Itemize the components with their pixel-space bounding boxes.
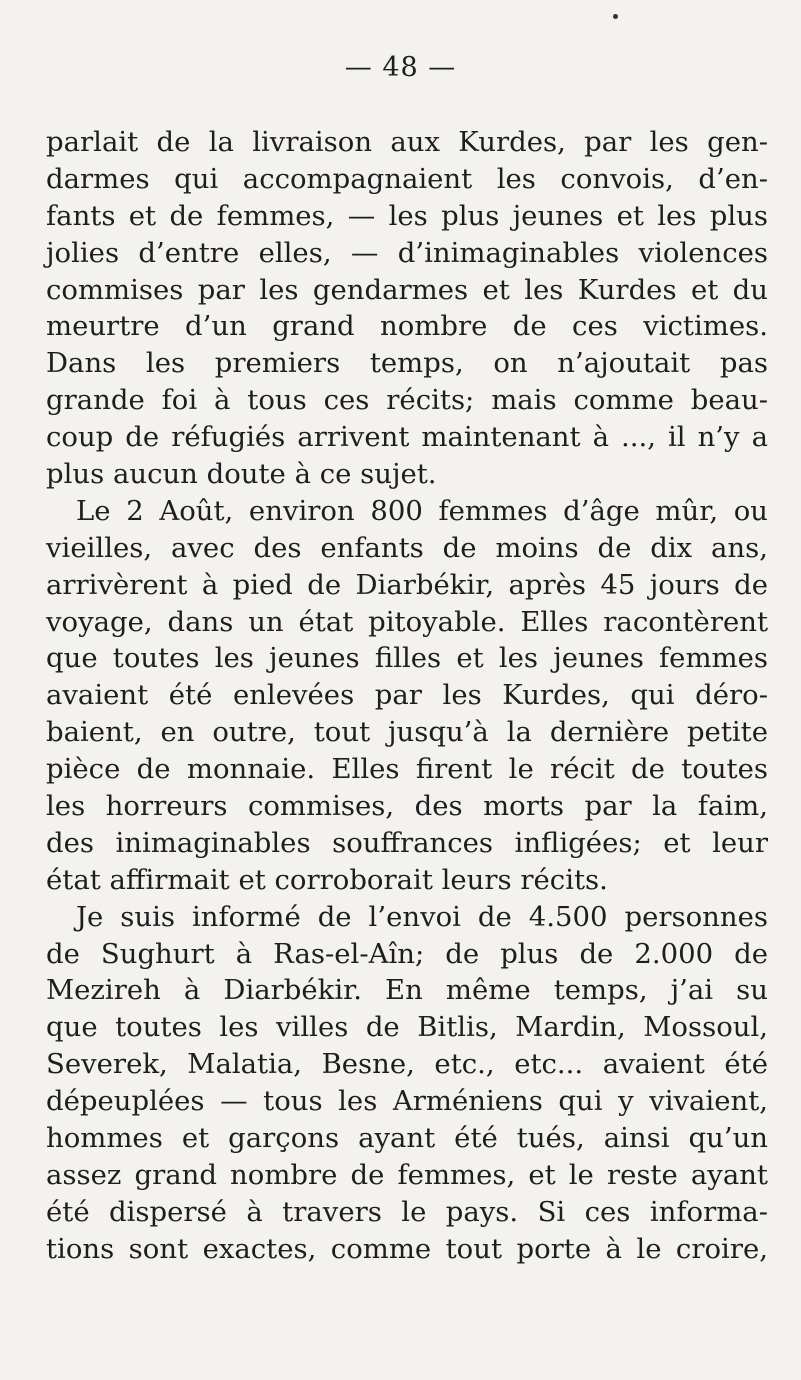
text-line: hommes et garçons ayant été tués, ainsi qu’un xyxy=(46,1122,768,1155)
body-text xyxy=(46,124,768,1268)
text-line: Dans les premiers temps, on n’ajoutait pas xyxy=(46,347,768,380)
text-line: Je suis informé de l’envoi de 4.500 personnes xyxy=(76,900,768,933)
text-line: grande foi à tous ces récits; mais comme beau- xyxy=(46,384,768,417)
text-line: que toutes les villes de Bitlis, Mardin, Mossoul, xyxy=(46,1011,768,1044)
page-number: — 48 — xyxy=(344,52,457,83)
text-line: Le 2 Août, environ 800 femmes d’âge mûr, ou xyxy=(76,494,768,527)
text-line: vieilles, avec des enfants de moins de dix ans, xyxy=(46,531,768,564)
text-line: été dispersé à travers le pays. Si ces informa- xyxy=(46,1195,768,1228)
text-line: Severek, Malatia, Besne, etc., etc... avaient été xyxy=(46,1048,768,1081)
text-line: dépeuplées — tous les Arméniens qui y vivaient, xyxy=(46,1085,768,1118)
text-line: état affirmait et corroborait leurs récits. xyxy=(46,863,608,896)
text-line: jolies d’entre elles, — d’inimaginables violences xyxy=(46,236,768,269)
text-line: fants et de femmes, — les plus jeunes et les plus xyxy=(46,199,768,232)
text-line: que toutes les jeunes filles et les jeunes femmes xyxy=(46,642,768,675)
ink-speck xyxy=(613,14,618,19)
text-line: de Sughurt à Ras-el-Aîn; de plus de 2.000 de xyxy=(46,937,768,970)
text-line: arrivèrent à pied de Diarbékir, après 45 jours de xyxy=(46,568,768,601)
text-line: avaient été enlevées par les Kurdes, qui déro- xyxy=(46,679,768,712)
text-line: meurtre d’un grand nombre de ces victimes. xyxy=(46,310,768,343)
text-line: voyage, dans un état pitoyable. Elles racontèrent xyxy=(46,605,768,638)
text-line: les horreurs commises, des morts par la faim, xyxy=(46,790,768,823)
text-line: baient, en outre, tout jusqu’à la dernière petite xyxy=(46,716,768,749)
text-line: tions sont exactes, comme tout porte à le croire, xyxy=(46,1232,768,1265)
text-line: plus aucun doute à ce sujet. xyxy=(46,458,437,491)
text-line: darmes qui accompagnaient les convois, d’en- xyxy=(46,162,768,195)
text-line: Mezireh à Diarbékir. En même temps, j’ai su xyxy=(46,974,768,1007)
text-line: assez grand nombre de femmes, et le reste ayant xyxy=(46,1158,768,1191)
text-line: des inimaginables souffrances infligées; et leur xyxy=(46,826,768,859)
text-line: pièce de monnaie. Elles firent le récit de toutes xyxy=(46,753,768,786)
text-line: commises par les gendarmes et les Kurdes et du xyxy=(46,273,768,306)
text-line: coup de réfugiés arrivent maintenant à ..., il n’y a xyxy=(46,421,768,454)
text-line: parlait de la livraison aux Kurdes, par les gen- xyxy=(46,126,768,158)
